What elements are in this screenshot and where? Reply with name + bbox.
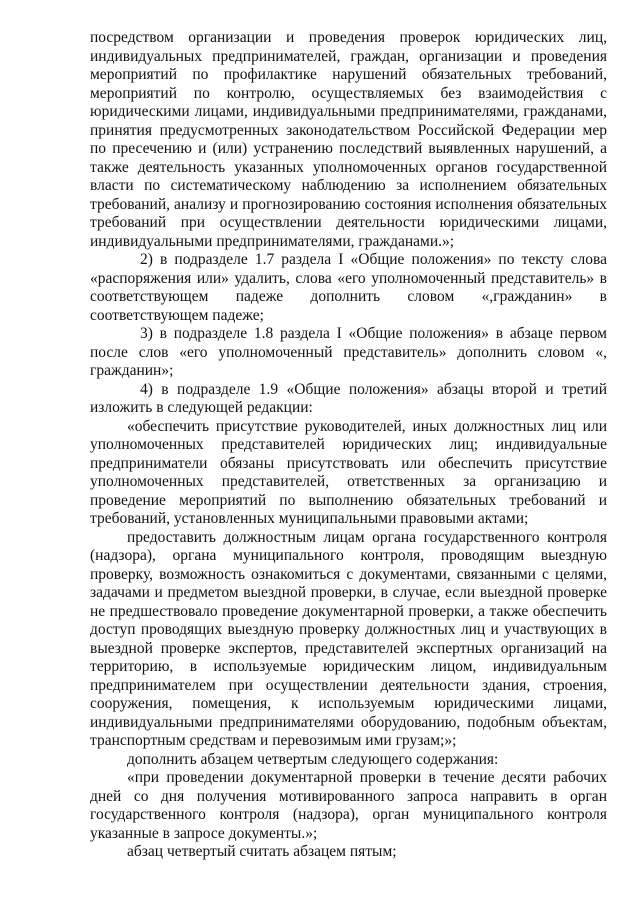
paragraph-item-4: 4) в подразделе 1.9 «Общие положения» абзацы второй и третий изложить в следующей редакции: bbox=[90, 380, 607, 416]
paragraph-renumber: абзац четвертый считать абзацем пятым; bbox=[127, 843, 397, 860]
document-body bbox=[90, 29, 607, 862]
paragraph-quoted-fourth: «при проведении документарной проверки в течение десяти рабочих дней со дня получения мотивированного запроса направить в орган государственного контроля (надзора), орган муниципального контроля указанные в запросе документы.»; bbox=[90, 769, 607, 842]
paragraph-item-2: 2) в подразделе 1.7 раздела I «Общие положения» по тексту слова «распоряжения или» удалить, слова «его уполномоченный представитель» в соответствующем падеже дополнить словом «,гражданин» в соответствующем падеже; bbox=[90, 251, 607, 324]
paragraph-item-3: 3) в подразделе 1.8 раздела I «Общие положения» в абзаце первом после слов «его уполномоченный представитель» дополнить словом «, гражданин»; bbox=[90, 325, 607, 379]
paragraph-quoted-first: «обеспечить присутствие руководителей, иных должностных лиц или уполномоченных представителей юридических лиц; индивидуальные предприниматели обязаны присутствовать или обеспечить присутствие уполномоченных представителей, ответственных за организацию и проведение мероприятий по выполнению обязательных требований и требований, установленных муниципальными правовыми актами; bbox=[90, 417, 607, 527]
paragraph-add-fourth: дополнить абзацем четвертым следующего содержания: bbox=[127, 750, 499, 768]
paragraph-quoted-second: предоставить должностным лицам органа государственного контроля (надзора), органа муниципального контроля, проводящим выездную проверку, возможность ознакомиться с документами, связанными с целями, задачами и предметом выездной проверки, в случае, если выездной проверке не предшествовало проведение документарной проверки, а также обеспечить доступ проводящих выездную проверку должностных лиц и участвующих в выездной проверке экспертов, представителей экспертных организаций на территорию, в используемые юридическим лицом, индивидуальным предпринимателем при осуществлении деятельности здания, строения, сооружения, помещения, к используемым юридическими лицами, индивидуальными предпринимателями оборудованию, подобным объектам, транспортным средствам и перевозимым ими грузам;»; bbox=[90, 528, 607, 749]
paragraph-continuation: посредством организации и проведения проверок юридических лиц, индивидуальных предпринимателей, граждан, организации и проведения мероприятий по профилактике нарушений обязательных требований, мероприятий по контролю, осуществляемых без взаимодействия с юридическими лицами, индивидуальными предпринимателями, гражданами, принятия предусмотренных законодательством Российской Федерации мер по пресечению и (или) устранению последствий выявленных нарушений, а также деятельность указанных уполномоченных органов государственной власти по систематическому наблюдению за исполнением обязательных требований, анализу и прогнозированию состояния исполнения обязательных требований при осуществлении деятельности юридическими лицами, индивидуальными предпринимателями, гражданами.»; bbox=[90, 29, 607, 250]
